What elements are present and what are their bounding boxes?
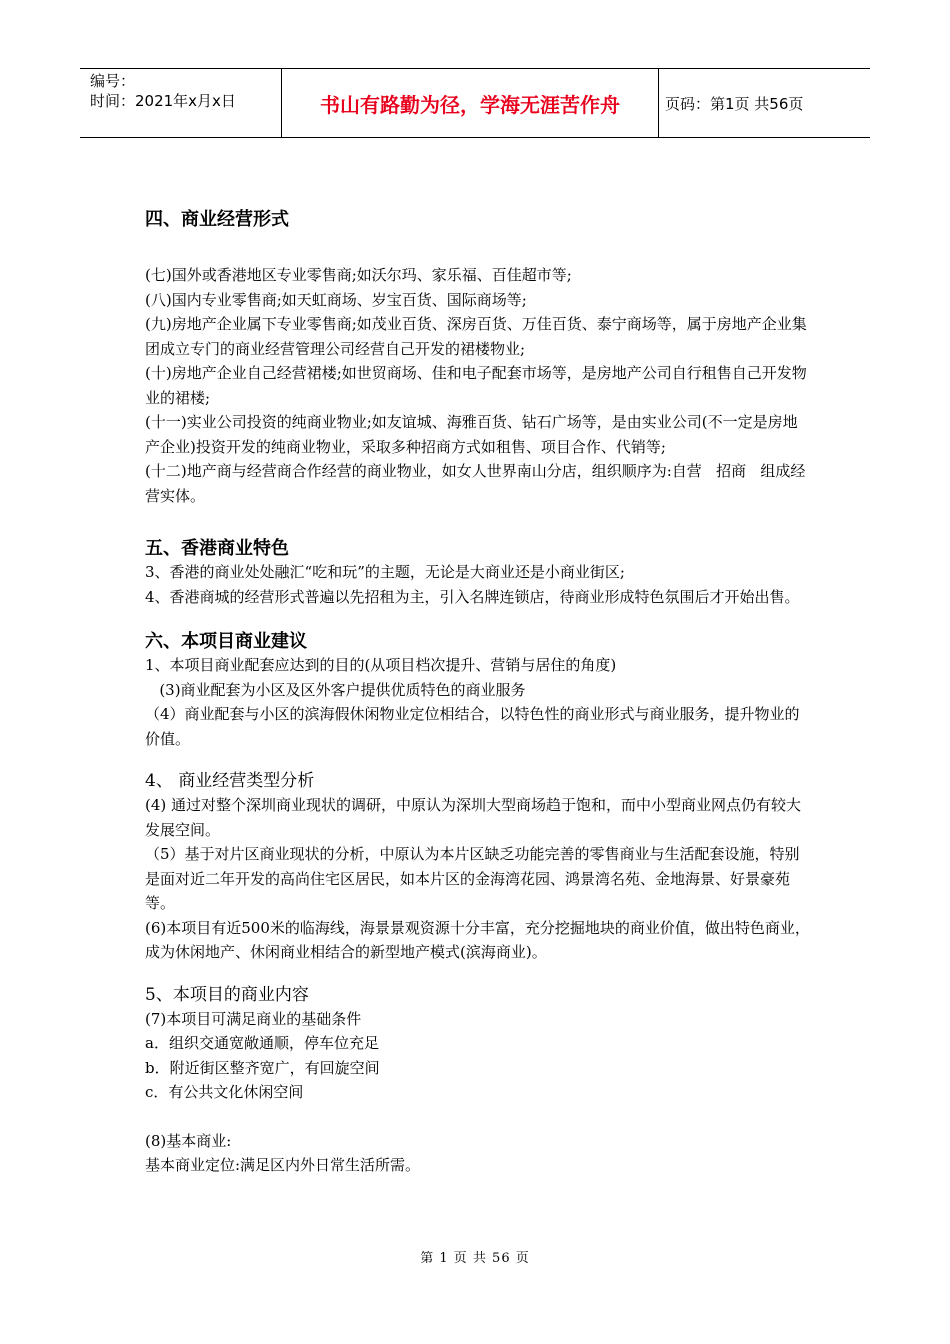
paragraph: (4) 通过对整个深圳商业现状的调研，中原认为深圳大型商场趋于饱和，而中小型商业网点仍有较大发展空间。 [145, 796, 802, 839]
paragraph: 3、香港的商业处处融汇“吃和玩”的主题，无论是大商业还是小商业街区; [145, 563, 625, 581]
paragraph: (七)国外或香港地区专业零售商;如沃尔玛、家乐福、百佳超市等; [145, 266, 572, 284]
paragraph: (十一)实业公司投资的纯商业物业;如友谊城、海雅百货、钻石广场等，是由实业公司(不一定是房地产企业)投资开发的纯商业物业，采取多种招商方式如租售、项目合作、代销等; [145, 413, 798, 456]
section-subtitle: 4、 商业经营类型分析 [145, 771, 315, 791]
time-label: 时间：2021年x月x日 [90, 92, 236, 110]
number-label: 编号： [90, 72, 136, 90]
list-item: c．有公共文化休闲空间 [145, 1083, 304, 1101]
page-footer: 第 1 页 共 56 页 [420, 1251, 530, 1266]
paragraph: (十二)地产商与经营商合作经营的商业物业，如女人世界南山分店，组织顺序为:自营 招商 组成经营实体。 [145, 462, 806, 505]
paragraph: (7)本项目可满足商业的基础条件 [145, 1009, 362, 1028]
list-item: b．附近街区整齐宽广，有回旋空间 [145, 1058, 380, 1077]
paragraph: 4、香港商城的经营形式普遍以先招租为主，引入名牌连锁店，待商业形成特色氛围后才开始出售。 [145, 587, 800, 606]
paragraph: (8)基本商业: [145, 1131, 232, 1150]
paragraph: （5）基于对片区商业现状的分析，中原认为本片区缺乏功能完善的零售商业与生活配套设施，特别是面对近二年开发的高尚住宅区居民，如本片区的金海湾花园、鸿景湾名苑、金地海景、好景豪苑等。 [145, 845, 800, 912]
paragraph: (3)商业配套为小区及区外客户提供优质特色的商业服务 [145, 680, 526, 699]
paragraph: (十)房地产企业自己经营裙楼;如世贸商场、佳和电子配套市场等，是房地产公司自行租售自己开发物业的裙楼; [145, 364, 807, 407]
section-title: 四、商业经营形式 [145, 209, 289, 230]
list-item: a．组织交通宽敞通顺，停车位充足 [145, 1034, 379, 1052]
paragraph: 基本商业定位:满足区内外日常生活所需。 [145, 1156, 421, 1174]
header-page-info: 页码：第1页 共56页 [665, 94, 804, 113]
header-motto: 书山有路勤为径，学海无涯苦作舟 [282, 69, 659, 137]
paragraph: (九)房地产企业属下专业零售商;如茂业百货、深房百货、万佳百货、泰宁商场等，属于房地产企业集团成立专门的商业经营管理公司经营自己开发的裙楼物业; [145, 315, 807, 358]
section-title: 六、本项目商业建议 [145, 631, 307, 652]
paragraph: （4）商业配套与小区的滨海假休闲物业定位相结合，以特色性的商业形式与商业服务，提升物业的价值。 [145, 705, 800, 748]
paragraph: (6)本项目有近500米的临海线，海景景观资源十分丰富，充分挖掘地块的商业价值，做出特色商业，成为休闲地产、休闲商业相结合的新型地产模式(滨海商业)。 [145, 918, 810, 961]
document-header [80, 68, 870, 138]
section-title: 五、香港商业特色 [145, 538, 289, 559]
paragraph: 1、本项目商业配套应达到的目的(从项目档次提升、营销与居住的角度) [145, 656, 617, 674]
document-body [145, 205, 810, 1178]
paragraph: (八)国内专业零售商;如天虹商场、岁宝百货、国际商场等; [145, 290, 527, 309]
section-subtitle: 5、本项目的商业内容 [145, 984, 309, 1005]
header-meta [80, 69, 282, 137]
